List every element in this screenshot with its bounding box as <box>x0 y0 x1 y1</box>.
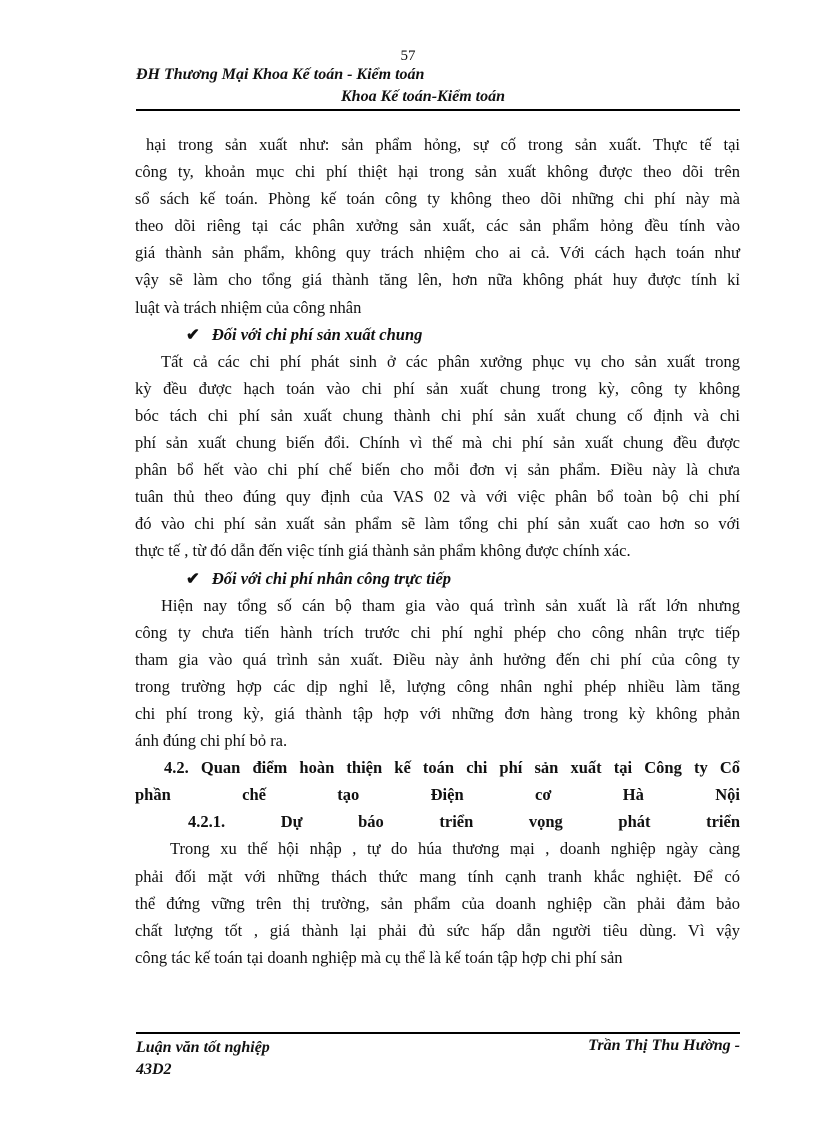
paragraph-line: thực tế , từ đó dẫn đến việc tính giá thành sản phẩm không được chính xác. <box>135 541 631 561</box>
paragraph-line: Tất cả các chi phí phát sinh ở các phân xưởng phục vụ cho sản xuất trong <box>161 351 740 371</box>
paragraph-line: giá thành sản phẩm, không quy trách nhiệm cho ai cả. Với cách hạch toán như <box>135 243 740 263</box>
paragraph-line: vậy sẽ làm cho tổng giá thành tăng lên, hơn nữa không phát huy được tính kỉ <box>135 270 740 290</box>
document-body <box>135 131 740 971</box>
header-line-1: ĐH Thương Mại Khoa Kế toán - Kiểm toán <box>136 66 425 83</box>
paragraph-line: đó vào chi phí sản xuất sản phẩm sẽ làm tổng chi phí sản xuất cao hơn so với <box>135 514 740 534</box>
paragraph-line: tuân thủ theo đúng quy định của VAS 02 và với việc phân bổ toàn bộ chi phí <box>135 487 740 507</box>
section-heading-4-2: 4.2. Quan điểm hoàn thiện kế toán chi phí sản xuất tại Công ty Cổ <box>164 758 740 778</box>
section-heading-4-2-cont: phần chế tạo Điện cơ Hà Nội <box>135 785 740 805</box>
checkmark-icon: ✔ <box>186 568 200 588</box>
footer-left <box>136 1037 270 1081</box>
paragraph-line: hại trong sản xuất như: sản phẩm hỏng, sự cố trong sản xuất. Thực tế tại <box>146 135 740 154</box>
section-heading-4-2-1: 4.2.1. Dự báo triển vọng phát triển <box>188 812 740 832</box>
paragraph-line: công tác kế toán tại doanh nghiệp mà cụ thể là kế toán tập hợp chi phí sản <box>135 947 623 967</box>
footer-class-code: 43D2 <box>136 1061 172 1078</box>
paragraph-line: công ty, khoản mục chi phí thiệt hại trong sản xuất không được theo dõi trên <box>135 162 740 182</box>
paragraph-line: công ty chưa tiến hành trích trước chi phí nghỉ phép cho công nhân trực tiếp <box>135 622 740 642</box>
paragraph-line: phân bổ hết vào chi phí chế biến cho mỗi đơn vị sản phẩm. Điều này là chưa <box>135 460 740 480</box>
paragraph-line: phí sản xuất chung biến đổi. Chính vì thế mà chi phí sản xuất chung đều được <box>135 433 740 453</box>
paragraph-line: thể đứng vững trên thị trường, sản phẩm của doanh nghiệp cần phải đảm bảo <box>135 893 740 913</box>
paragraph-line: ánh đúng chi phí bỏ ra. <box>135 731 288 751</box>
paragraph-line: Trong xu thế hội nhập , tự do húa thương mại , doanh nghiệp ngày càng <box>170 839 740 859</box>
subheading-direct-labor <box>135 565 740 592</box>
paragraph-line: trong trường hợp các dịp nghỉ lễ, lượng công nhân nghỉ phép nhiều làm tăng <box>135 676 740 696</box>
paragraph-line: phải đối mặt với những thách thức mang tính cạnh tranh khắc nghiệt. Để có <box>135 866 740 886</box>
header-line-2: Khoa Kế toán-Kiểm toán <box>341 88 506 105</box>
paragraph-line: bóc tách chi phí sản xuất chung thành chi phí sản xuất chung cố định và chi <box>135 405 740 425</box>
paragraph-line: tham gia vào quá trình sản xuất. Điều này ảnh hưởng đến chi phí của công ty <box>135 649 740 669</box>
paragraph-line: sổ sách kế toán. Phòng kế toán công ty không theo dõi những chi phí này mà <box>135 189 740 209</box>
checkmark-icon: ✔ <box>186 324 200 344</box>
footer-author: Trần Thị Thu Hường - <box>588 1037 740 1054</box>
subheading-text: Đối với chi phí nhân công trực tiếp <box>211 568 452 588</box>
paragraph-line: chi phí trong kỳ, giá thành tập hợp với những đơn hàng trong kỳ không phản <box>135 703 740 723</box>
subheading-text: Đối với chi phí sản xuất chung <box>211 324 423 344</box>
paragraph-line: Hiện nay tổng số cán bộ tham gia vào quá trình sản xuất là rất lớn nhưng <box>161 595 740 615</box>
paragraph-line: luật và trách nhiệm của công nhân <box>135 297 362 317</box>
paragraph-line: chất lượng tốt , giá thành lại phải đủ sức hấp dẫn người tiêu dùng. Vì vậy <box>135 920 740 940</box>
header-divider <box>136 109 740 111</box>
paragraph-line: theo dõi riêng tại các phân xưởng sản xuất, các sản phẩm hỏng đều tính vào <box>135 216 740 236</box>
subheading-general-costs <box>135 321 740 348</box>
paragraph-line: kỳ đều được hạch toán vào chi phí sản xuất chung trong kỳ, công ty không <box>135 378 740 398</box>
footer-thesis-label: Luận văn tốt nghiệp <box>136 1039 270 1056</box>
page-number: 57 <box>400 48 416 64</box>
footer-divider <box>136 1032 740 1034</box>
